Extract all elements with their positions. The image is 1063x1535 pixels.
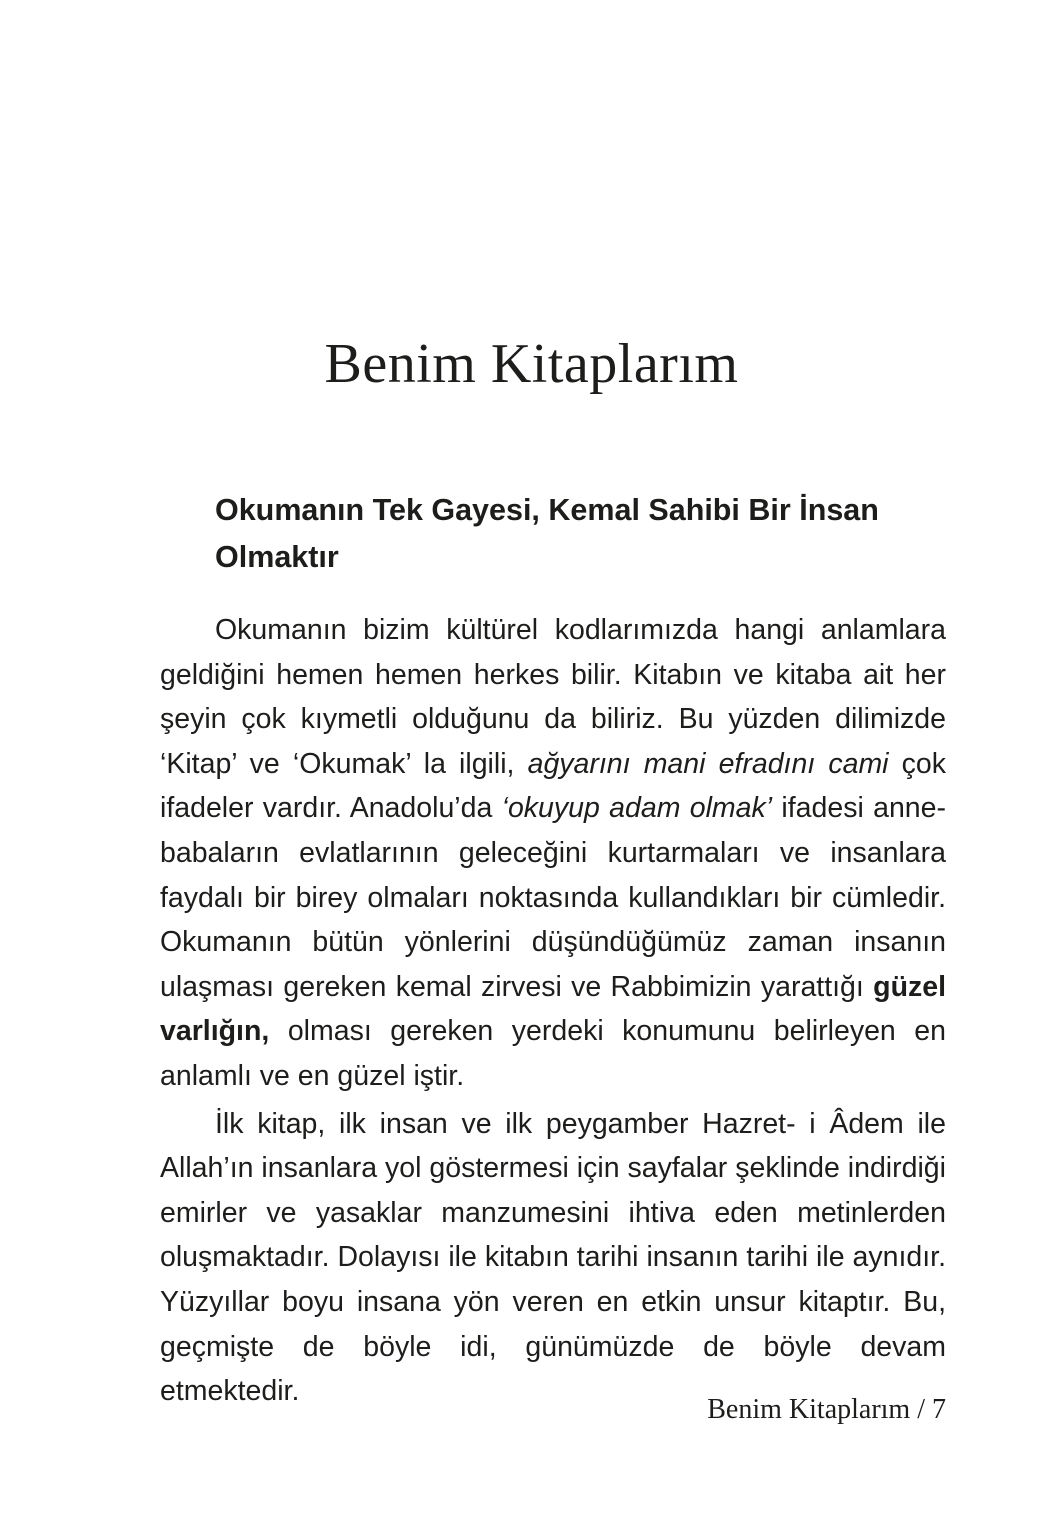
text-segment: ağyarını mani efradını cami [527, 747, 889, 780]
body-paragraphs [160, 608, 946, 1414]
footer-page-number: 7 [932, 1394, 946, 1425]
footer-book-title: Benim Kitaplarım [707, 1394, 911, 1425]
paragraph [160, 1102, 946, 1414]
text-segment: ‘okuyup adam olmak’ [501, 792, 773, 825]
chapter-title: Benim Kitaplarım [324, 333, 739, 395]
page-footer [707, 1394, 946, 1426]
text-segment: olması gereken yerdeki konumunu belirleyen en anlamlı ve en güzel iştir. [160, 1015, 946, 1092]
text-segment: güzel varlığın, [160, 970, 946, 1048]
text-segment: Okumanın bizim kültürel kodlarımızda hangi anlamlara geldiğini hemen hemen herkes bilir. Kitabın ve kitaba ait her şeyin çok kıymetli olduğunu da biliriz. Bu yüzden dilimizde ‘Kitap’ ve ‘Okumak’ la ilgili, [160, 614, 946, 780]
text-segment: çok ifadeler vardır. Anadolu’da [160, 747, 946, 825]
footer-separator: / [917, 1394, 925, 1425]
section-heading: Okumanın Tek Gayesi, Kemal Sahibi Bir İnsan Olmaktır [215, 493, 879, 574]
page-content [160, 487, 946, 1414]
text-segment: İlk kitap, ilk insan ve ilk peygamber Hazret- i Âdem ile Allah’ın insanlara yol göstermesi için sayfalar şeklinde indirdiği emirler ve yasaklar manzumesini ihtiva eden metinlerden oluşmaktadır. Dolayısı ile kitabın tarihi insanın tarihi ile aynıdır. Yüzyıllar boyu insana yön veren en etkin unsur kitaptır. Bu, geçmişte de böyle idi, günümüzde de böyle devam etmektedir. [160, 1107, 946, 1408]
text-segment: ifadesi anne-babaların evlatlarının geleceğini kurtarmaları ve insanlara faydalı bir birey olmaları noktasında kullandıkları bir cümledir. Okumanın bütün yönlerini düşündüğümüz zaman insanın ulaşması gereken kemal zirvesi ve Rabbimizin yarattığı [160, 792, 946, 1003]
paragraph [160, 608, 946, 1099]
